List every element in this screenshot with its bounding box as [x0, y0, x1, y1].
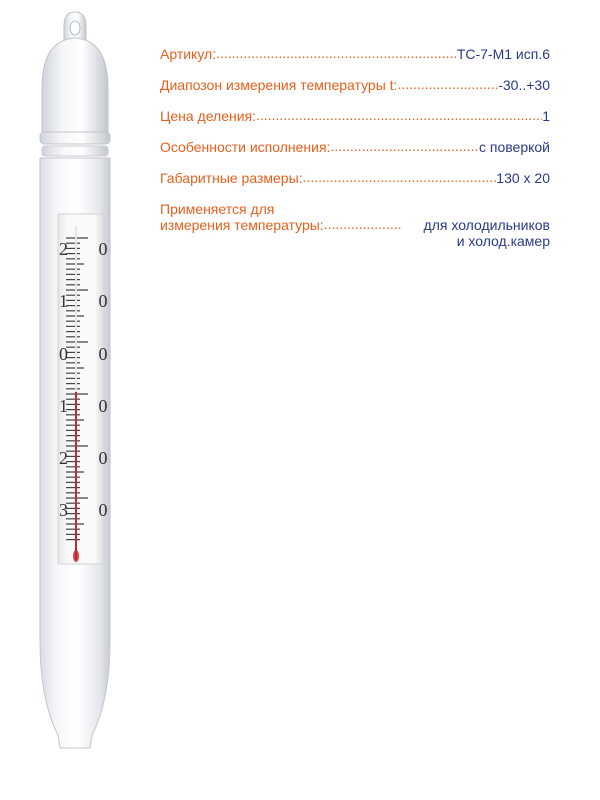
dot-leader: [303, 170, 497, 186]
spec-label: Габаритные размеры:: [160, 170, 303, 186]
spec-value: -30..+30: [498, 77, 550, 93]
spec-row-range: [160, 77, 550, 94]
spec-value: с поверкой: [479, 139, 550, 155]
scale-label: 1 0: [59, 396, 121, 416]
scale-label: 0 0: [59, 344, 121, 364]
application-line: [160, 217, 550, 233]
dot-leader: [397, 77, 498, 93]
dot-leader: [256, 108, 542, 124]
spec-label: Диапозон измерения температуры t:: [160, 77, 398, 93]
spec-label: измерения температуры:: [160, 217, 324, 233]
spec-row-features: [160, 139, 550, 156]
dot-leader: [324, 216, 402, 232]
spec-row-application: [160, 201, 550, 249]
spec-label: Цена деления:: [160, 108, 257, 124]
scale-label: 3 0: [59, 500, 121, 520]
dot-leader: [330, 139, 479, 155]
scale-label: 2 0: [59, 239, 121, 259]
scale-label: 2 0: [59, 448, 121, 468]
thermometer-graphic: [0, 0, 150, 800]
thermometer-illustration: [0, 0, 150, 800]
spec-value: и холод.камер: [456, 233, 550, 249]
spec-value: 1: [542, 108, 550, 124]
thermometer-cap: [42, 38, 108, 140]
spec-value: 130 х 20: [496, 170, 550, 186]
spec-label: Артикул:: [160, 46, 217, 62]
spec-value: для холодильников: [423, 217, 550, 233]
spec-row-article: [160, 46, 550, 63]
dot-leader: [216, 46, 457, 62]
spec-label: Особенности исполнения:: [160, 139, 331, 155]
scale-label: 1 0: [59, 291, 121, 311]
spec-list: [160, 46, 550, 249]
spec-label: Применяется для: [160, 201, 275, 217]
spec-value: ТС-7-М1 исп.6: [456, 46, 550, 62]
spec-row-dimensions: [160, 170, 550, 187]
spec-row-division: [160, 108, 550, 125]
